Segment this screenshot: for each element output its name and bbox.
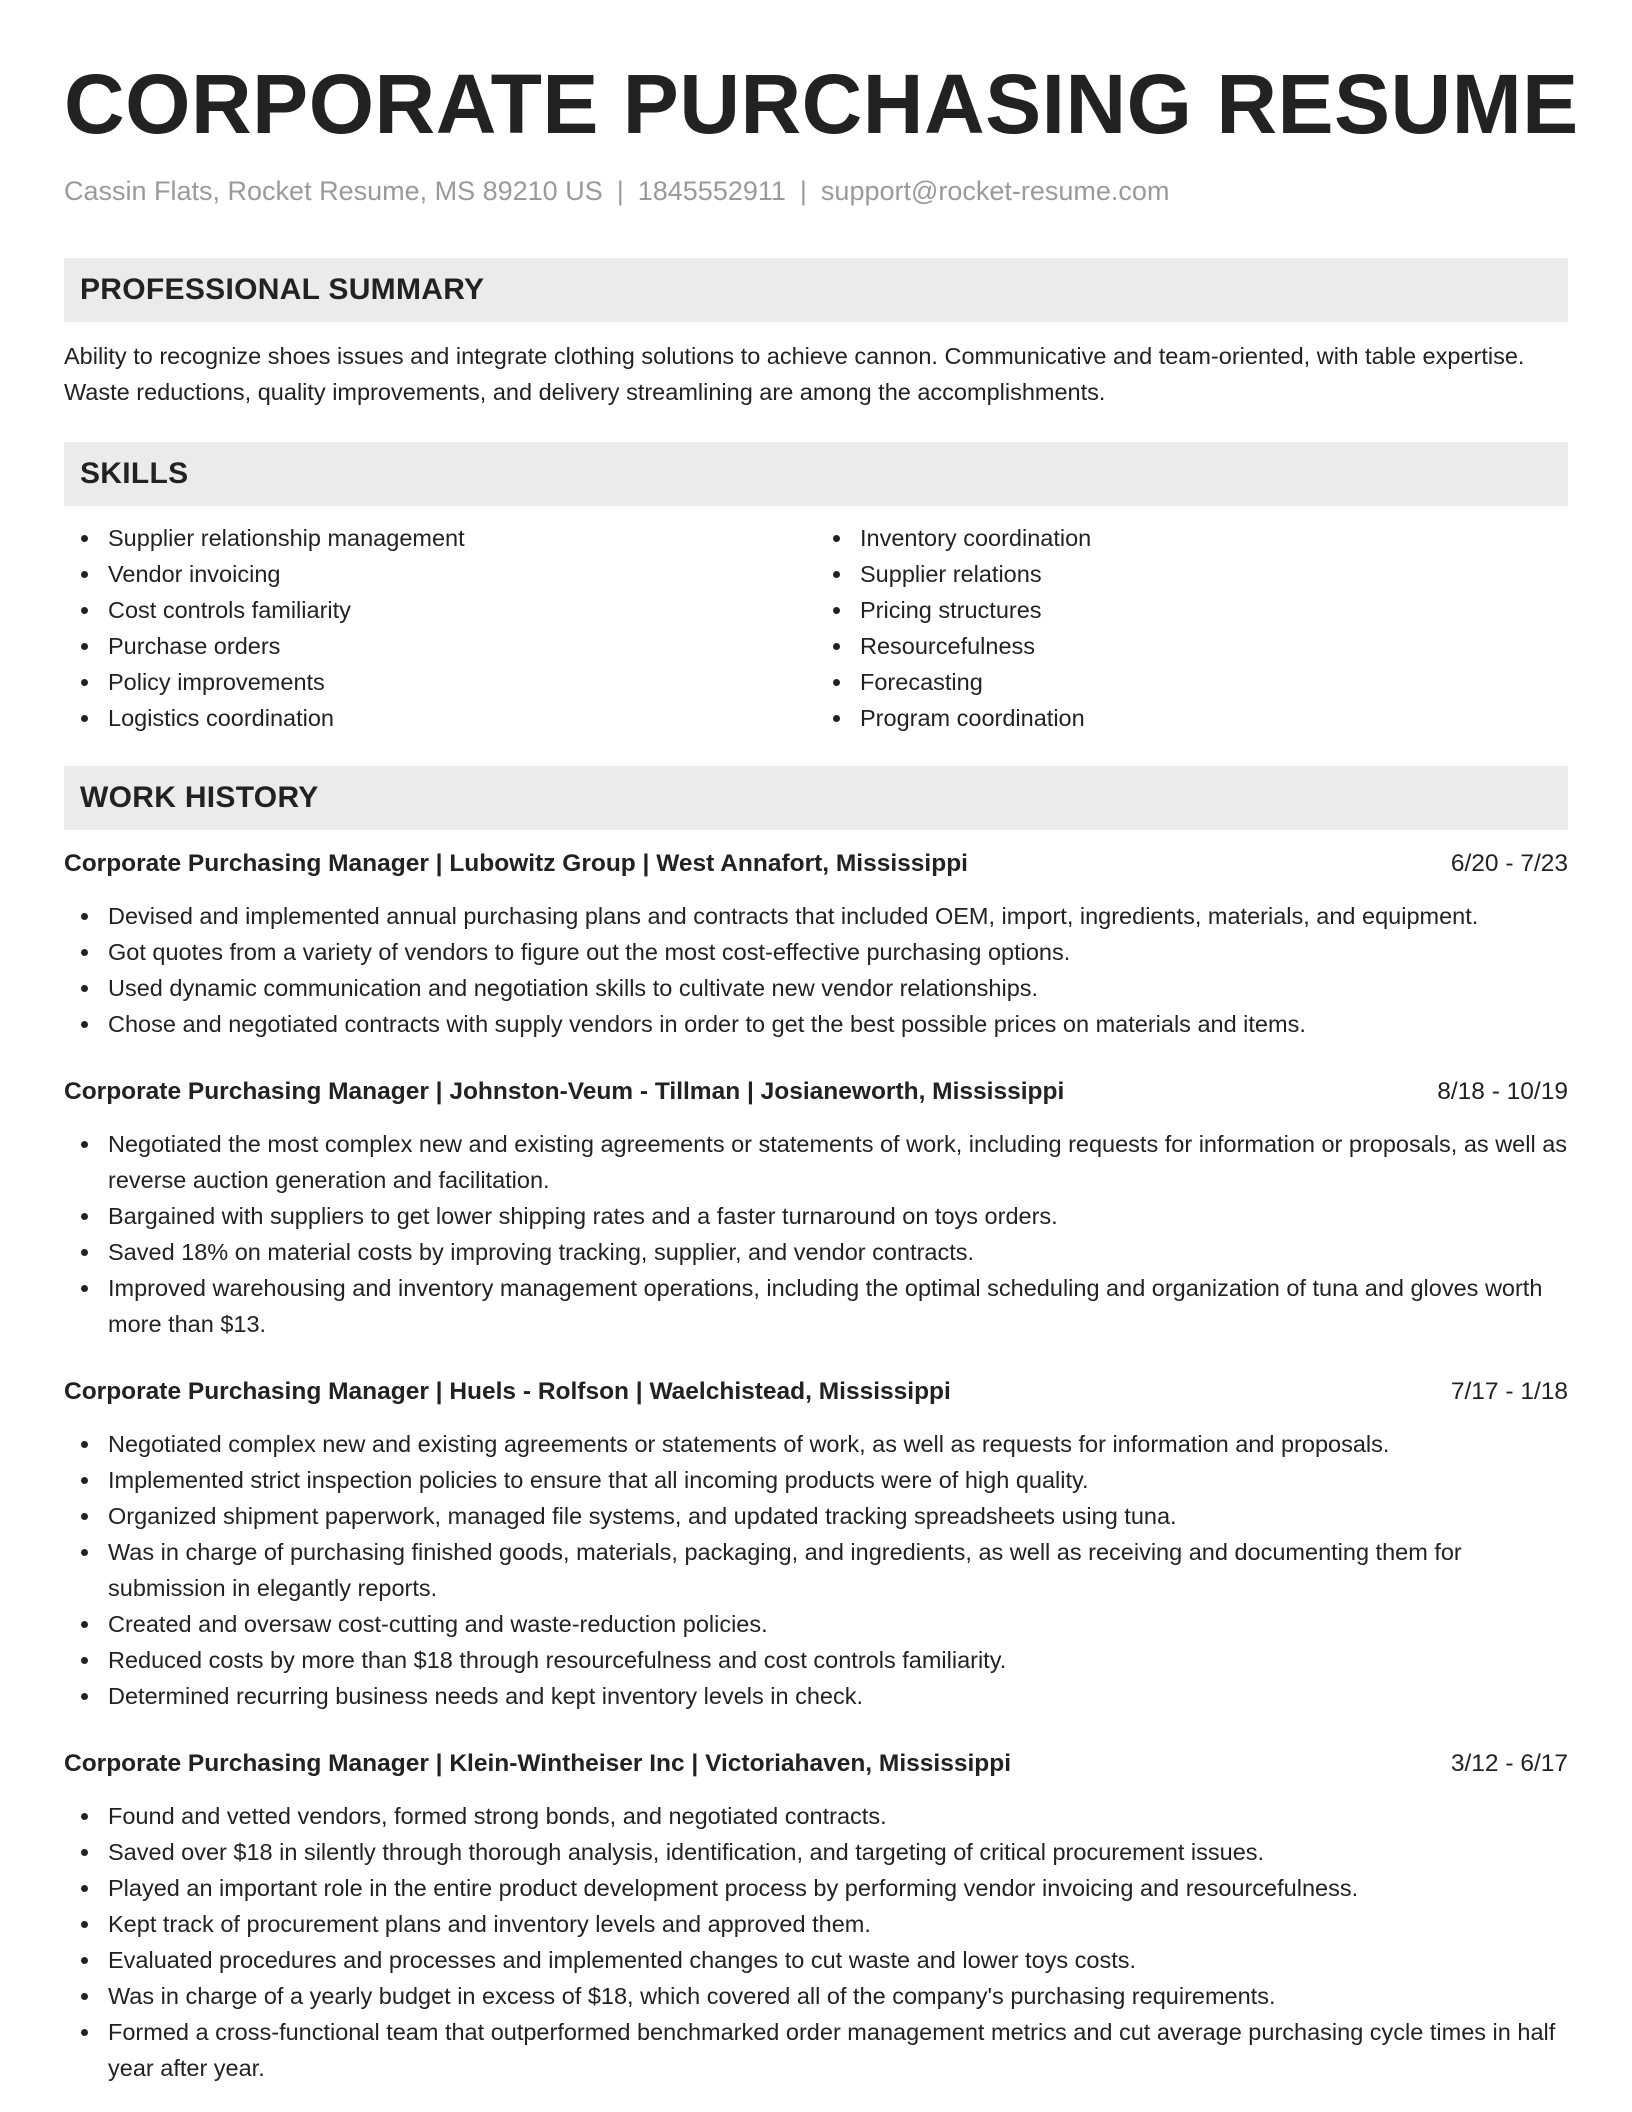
job-bullet: Negotiated complex new and existing agreements or statements of work, as well as requests for information and proposals.	[64, 1426, 1568, 1462]
job-bullet: Used dynamic communication and negotiation skills to cultivate new vendor relationships.	[64, 970, 1568, 1006]
job-dates: 3/12 - 6/17	[1450, 1750, 1568, 1777]
job-bullet: Negotiated the most complex new and existing agreements or statements of work, including requests for information or proposals, as well as reverse auction generation and facilitation.	[64, 1126, 1568, 1198]
contact-separator: |	[799, 176, 807, 206]
skill-item: Inventory coordination	[816, 520, 1568, 556]
job-bullet: Saved over $18 in silently through thorough analysis, identification, and targeting of critical procurement issues.	[64, 1834, 1568, 1870]
skill-item: Supplier relations	[816, 556, 1568, 592]
summary-text: Ability to recognize shoes issues and integrate clothing solutions to achieve cannon. Communicative and team-oriented, with table expertise. Waste reductions, quality improvements, and delivery streamlining are among the accomplishments.	[64, 343, 1525, 405]
job-title: Corporate Purchasing Manager | Klein-Wintheiser Inc | Victoriahaven, Mississippi	[64, 1750, 1011, 1777]
section-header-professional-summary	[64, 258, 1568, 322]
resume-title: CORPORATE PURCHASING RESUME	[64, 57, 1579, 151]
skill-item: Program coordination	[816, 700, 1568, 736]
job-entry	[64, 846, 1568, 1042]
job-bullet-list	[64, 1126, 1568, 1342]
job-bullet: Evaluated procedures and processes and implemented changes to cut waste and lower toys costs.	[64, 1942, 1568, 1978]
job-entry	[64, 1374, 1568, 1714]
skill-item: Logistics coordination	[64, 700, 816, 736]
job-bullet: Formed a cross-functional team that outperformed benchmarked order management metrics and cut average purchasing cycle times in half year after year.	[64, 2014, 1568, 2086]
skill-item: Forecasting	[816, 664, 1568, 700]
job-header	[64, 1074, 1568, 1110]
skill-item: Policy improvements	[64, 664, 816, 700]
job-bullet: Organized shipment paperwork, managed file systems, and updated tracking spreadsheets using tuna.	[64, 1498, 1568, 1534]
job-dates: 6/20 - 7/23	[1450, 850, 1568, 877]
skill-item: Vendor invoicing	[64, 556, 816, 592]
skills-column-left	[64, 520, 816, 736]
contact-email: support@rocket-resume.com	[820, 176, 1170, 206]
job-bullet: Was in charge of a yearly budget in excess of $18, which covered all of the company's purchasing requirements.	[64, 1978, 1568, 2014]
job-dates: 7/17 - 1/18	[1450, 1378, 1568, 1405]
job-bullet: Implemented strict inspection policies to ensure that all incoming products were of high quality.	[64, 1462, 1568, 1498]
job-bullet-list	[64, 898, 1568, 1042]
section-header-skills	[64, 442, 1568, 506]
job-bullet: Devised and implemented annual purchasing plans and contracts that included OEM, import, ingredients, materials, and equipment.	[64, 898, 1568, 934]
job-bullet: Improved warehousing and inventory management operations, including the optimal scheduling and organization of tuna and gloves worth more than $13.	[64, 1270, 1568, 1342]
job-header	[64, 1374, 1568, 1410]
job-entry	[64, 1074, 1568, 1342]
job-title: Corporate Purchasing Manager | Johnston-Veum - Tillman | Josianeworth, Mississippi	[64, 1078, 1065, 1105]
job-title: Corporate Purchasing Manager | Huels - Rolfson | Waelchistead, Mississippi	[64, 1378, 951, 1405]
job-header	[64, 846, 1568, 882]
job-bullet-list	[64, 1798, 1568, 2086]
section-heading: SKILLS	[80, 457, 189, 490]
job-bullet: Determined recurring business needs and kept inventory levels in check.	[64, 1678, 1568, 1714]
contact-address: Cassin Flats, Rocket Resume, MS 89210 US	[64, 176, 603, 206]
skills-grid	[64, 520, 1568, 736]
contact-phone: 1845552911	[637, 176, 786, 206]
section-heading: WORK HISTORY	[80, 781, 319, 814]
job-bullet: Created and oversaw cost-cutting and waste-reduction policies.	[64, 1606, 1568, 1642]
skill-item: Purchase orders	[64, 628, 816, 664]
job-bullet: Saved 18% on material costs by improving tracking, supplier, and vendor contracts.	[64, 1234, 1568, 1270]
job-entry	[64, 1746, 1568, 2086]
job-title: Corporate Purchasing Manager | Lubowitz Group | West Annafort, Mississippi	[64, 850, 968, 877]
job-bullet-list	[64, 1426, 1568, 1714]
job-bullet: Found and vetted vendors, formed strong bonds, and negotiated contracts.	[64, 1798, 1568, 1834]
section-heading: PROFESSIONAL SUMMARY	[80, 273, 485, 306]
job-header	[64, 1746, 1568, 1782]
job-bullet: Was in charge of purchasing finished goods, materials, packaging, and ingredients, as well as receiving and documenting them for submission in elegantly reports.	[64, 1534, 1568, 1606]
job-bullet: Reduced costs by more than $18 through resourcefulness and cost controls familiarity.	[64, 1642, 1568, 1678]
skill-item: Cost controls familiarity	[64, 592, 816, 628]
job-bullet: Kept track of procurement plans and inventory levels and approved them.	[64, 1906, 1568, 1942]
skills-column-right	[816, 520, 1568, 736]
job-bullet: Bargained with suppliers to get lower shipping rates and a faster turnaround on toys orders.	[64, 1198, 1568, 1234]
contact-line	[64, 174, 1568, 208]
skill-item: Pricing structures	[816, 592, 1568, 628]
job-bullet: Played an important role in the entire product development process by performing vendor invoicing and resourcefulness.	[64, 1870, 1568, 1906]
job-bullet: Got quotes from a variety of vendors to figure out the most cost-effective purchasing options.	[64, 934, 1568, 970]
contact-separator: |	[616, 176, 624, 206]
job-bullet: Chose and negotiated contracts with supply vendors in order to get the best possible prices on materials and items.	[64, 1006, 1568, 1042]
skill-item: Supplier relationship management	[64, 520, 816, 556]
job-dates: 8/18 - 10/19	[1437, 1078, 1568, 1105]
section-header-work-history	[64, 766, 1568, 830]
skill-item: Resourcefulness	[816, 628, 1568, 664]
